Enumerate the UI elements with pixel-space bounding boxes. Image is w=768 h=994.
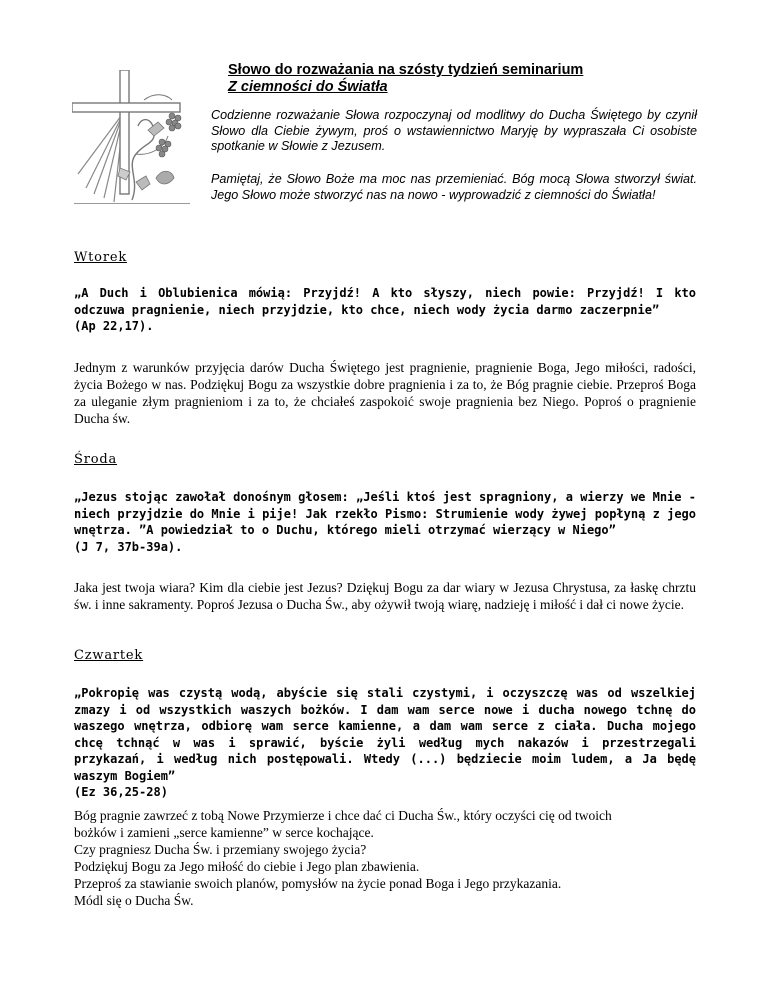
reflection-thursday xyxy=(74,807,714,909)
intro-paragraph-word: Pamiętaj, że Słowo Boże ma moc nas przemieniać. Bóg mocą Słowa stworzył świat. Jego Słowo może stworzyć nas na nowo - wyprowadzić z ciemności do Światła! xyxy=(211,172,697,202)
page-subtitle: Z ciemności do Światła xyxy=(228,79,388,95)
quote-text: „Pokropię was czystą wodą, abyście się stali czystymi, i oczyszczę was od wszelkiej zmazy i od wszystkich waszych bożków. I dam wam serce nowe i ducha nowego tchnę do waszego wnętrza, odbiorę wam serce kamienne, a dam wam serce z ciała. Ducha mojego chcę tchnąć w was i sprawić, byście żyli według mych nakazów i przestrzegali przykazań, i według nich postępowali. Wtedy (...) będziecie moim ludem, a Ja będę waszym Bogiem” xyxy=(74,686,696,783)
scripture-quote-thursday xyxy=(74,685,696,801)
quote-text: „A Duch i Oblubienica mówią: Przyjdź! A kto słyszy, niech powie: Przyjdź! I kto odczuwa pragnienie, niech przyjdzie, kto chce, niech wody życia darmo zaczerpnie” xyxy=(74,286,696,317)
reflection-tuesday: Jednym z warunków przyjęcia darów Ducha Świętego jest pragnienie, pragnienie Boga, Jego miłości, radości, życia Bożego w nas. Podziękuj Bogu za wszystkie dobre pragnienia i za to, że Bóg pragnie ciebie. Przeproś Boga za uleganie złym pragnieniom i za to, że chciałeś zaspokoić swoje pragnienia bez Niego. Poproś o pragnienie Ducha św. xyxy=(74,360,696,426)
reflection-wednesday: Jaka jest twoja wiara? Kim dla ciebie jest Jezus? Dziękuj Bogu za dar wiary w Jezusa Chrystusa, za łaskę chrztu św. i inne sakramenty. Poproś Jezusa o Ducha Św., aby ożywił twoją wiarę, nadzieję i miłość i dał ci nowe życie. xyxy=(74,580,696,612)
page-title: Słowo do rozważania na szósty tydzień seminarium xyxy=(228,62,584,78)
intro-paragraph-prayer: Codzienne rozważanie Słowa rozpoczynaj od modlitwy do Ducha Świętego by czynił Słowo dla Ciebie żywym, proś o wstawiennictwo Maryję by wypraszała Ci osobiste spotkanie w Słowie z Jezusem. xyxy=(211,108,697,153)
reflection-line: Podziękuj Bogu za Jego miłość do ciebie i Jego plan zbawienia. xyxy=(74,859,420,874)
reflection-line: bożków i zamieni „serce kamienne” w serce kochające. xyxy=(74,825,374,840)
scripture-quote-tuesday xyxy=(74,285,696,335)
scripture-quote-wednesday xyxy=(74,489,696,555)
quote-text: „Jezus stojąc zawołał donośnym głosem: „Jeśli ktoś jest spragniony, a wierzy we Mnie - niech przyjdzie do Mnie i pije! Jak rzekło Pismo: Strumienie wody żywej popłyną z jego wnętrza. ”A powiedział to o Duchu, którego mieli otrzymać wierzący w Niego” xyxy=(74,490,696,537)
day-heading-tuesday: Wtorek xyxy=(74,250,127,265)
day-heading-thursday: Czwartek xyxy=(74,648,144,663)
reflection-line: Przeproś za stawianie swoich planów, pomysłów na życie ponad Boga i Jego przykazania. xyxy=(74,876,562,891)
reflection-line: Bóg pragnie zawrzeć z tobą Nowe Przymierze i chce dać ci Ducha Św., który oczyści cię od twoich xyxy=(74,808,612,823)
cross-vine-logo-icon xyxy=(72,70,192,208)
scripture-reference: (Ez 36,25-28) xyxy=(74,785,168,799)
scripture-reference: (Ap 22,17). xyxy=(74,319,154,333)
scripture-reference: (J 7, 37b-39a). xyxy=(74,539,183,554)
reflection-line: Czy pragniesz Ducha Św. i przemiany swojego życia? xyxy=(74,842,367,857)
day-heading-wednesday: Środa xyxy=(74,452,118,467)
logo-divider xyxy=(74,203,190,204)
reflection-line: Módl się o Ducha Św. xyxy=(74,893,194,908)
